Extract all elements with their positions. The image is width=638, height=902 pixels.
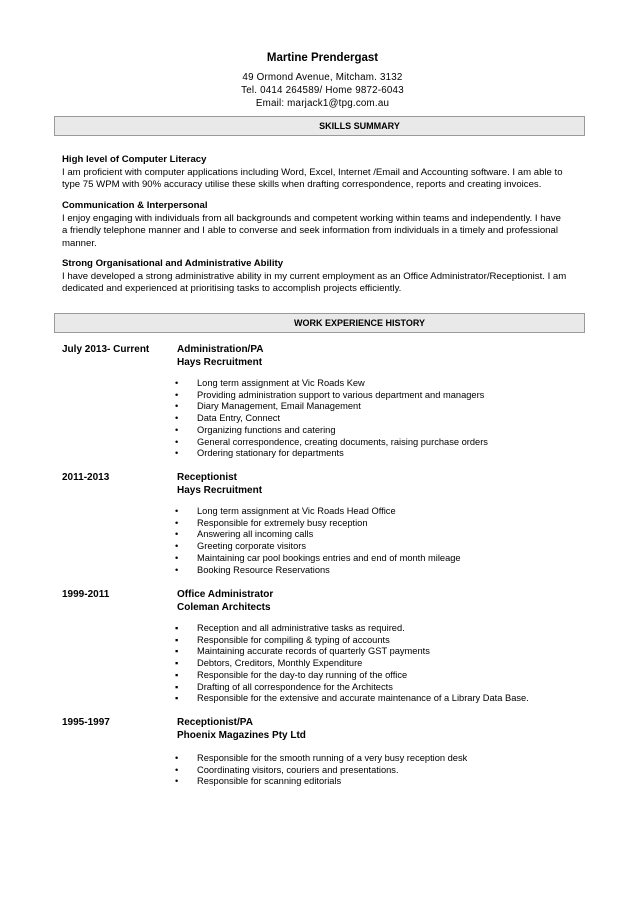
bullet-icon: • xyxy=(175,413,179,424)
work-experience-heading xyxy=(54,313,585,333)
list-item xyxy=(175,658,529,670)
job-title-block xyxy=(177,717,306,742)
skill-text-line: I am proficient with computer applications including Word, Excel, Internet /Email and Accounting software. I am able to xyxy=(62,166,563,178)
work-experience-heading-text: WORK EXPERIENCE HISTORY xyxy=(293,318,426,328)
duty-text: General correspondence, creating documents, raising purchase orders xyxy=(197,436,488,447)
duty-text: Diary Management, Email Management xyxy=(197,401,361,412)
bullet-icon: • xyxy=(175,389,179,400)
list-item xyxy=(175,765,467,777)
bullet-icon: • xyxy=(175,764,179,775)
skill-title: High level of Computer Literacy xyxy=(62,154,207,165)
skill-text-line: manner. xyxy=(62,237,97,249)
list-item xyxy=(175,623,529,635)
list-item xyxy=(175,693,529,705)
job-date: 1999-2011 xyxy=(62,589,110,600)
list-item xyxy=(175,753,467,765)
bullet-icon: • xyxy=(175,776,179,787)
duty-text: Reception and all administrative tasks as required. xyxy=(197,623,405,633)
list-item xyxy=(175,378,488,390)
list-item xyxy=(175,776,467,788)
job-date: July 2013- Current xyxy=(62,344,150,355)
duty-text: Long term assignment at Vic Roads Head Office xyxy=(197,506,396,516)
bullet-icon: • xyxy=(175,424,179,435)
duty-text: Drafting of all correspondence for the Architects xyxy=(197,681,393,692)
list-item xyxy=(175,518,461,530)
bullet-icon: ▪ xyxy=(175,669,179,680)
job-duties xyxy=(175,378,488,460)
job-company: Phoenix Magazines Pty Ltd xyxy=(177,729,306,741)
skill-text-line: I have developed a strong administrative ability in my current employment as an Office Administrator/Receptionist. I am xyxy=(62,270,567,282)
bullet-icon: • xyxy=(175,436,179,447)
skill-text-line: a friendly telephone manner and I able to converse and seek information from individuals in a timely and professional xyxy=(62,225,558,237)
list-item xyxy=(175,529,461,541)
bullet-icon: ▪ xyxy=(175,693,179,704)
bullet-icon: • xyxy=(175,506,179,516)
list-item xyxy=(175,390,488,402)
list-item xyxy=(175,448,488,460)
list-item xyxy=(175,682,529,694)
bullet-icon: • xyxy=(175,753,179,763)
skill-title: Communication & Interpersonal xyxy=(62,200,208,211)
bullet-icon: ▪ xyxy=(175,646,179,657)
duty-text: Answering all incoming calls xyxy=(197,529,314,540)
duty-text: Ordering stationary for departments xyxy=(197,448,344,459)
skill-communication xyxy=(62,200,582,250)
skills-summary-heading-text: SKILLS SUMMARY xyxy=(319,121,400,131)
bullet-icon: ▪ xyxy=(175,681,179,692)
duty-text: Maintaining car pool bookings entries and end of month mileage xyxy=(197,552,461,563)
duty-text: Responsible for compiling & typing of accounts xyxy=(197,634,390,645)
list-item xyxy=(175,413,488,425)
address-line: 49 Ormond Avenue, Mitcham. 3132 xyxy=(242,72,403,83)
skill-organisational xyxy=(62,258,582,296)
duty-text: Responsible for scanning editorials xyxy=(197,776,342,787)
bullet-icon: • xyxy=(175,564,179,575)
duty-text: Data Entry, Connect xyxy=(197,413,281,424)
duty-text: Greeting corporate visitors xyxy=(197,541,307,552)
bullet-icon: • xyxy=(175,541,179,552)
bullet-icon: • xyxy=(175,529,179,540)
skills-summary-heading xyxy=(54,116,585,136)
skill-text-line: type 75 WPM with 90% accuracy utilise these skills when drafting correspondence, reports and creating invoices. xyxy=(62,179,542,191)
job-role: Administration/PA xyxy=(177,344,264,355)
list-item xyxy=(175,553,461,565)
bullet-icon: ▪ xyxy=(175,658,179,669)
job-duties xyxy=(175,753,467,788)
duty-text: Providing administration support to various department and managers xyxy=(197,389,485,400)
bullet-icon: • xyxy=(175,401,179,412)
list-item xyxy=(175,635,529,647)
duty-text: Booking Resource Reservations xyxy=(197,564,330,575)
duty-text: Coordinating visitors, couriers and presentations. xyxy=(197,764,399,775)
job-duties xyxy=(175,506,461,576)
duty-text: Organizing functions and catering xyxy=(197,424,336,435)
phone-line: Tel. 0414 264589/ Home 9872-6043 xyxy=(241,85,404,96)
job-company: Coleman Architects xyxy=(177,601,271,613)
list-item xyxy=(175,646,529,658)
duty-text: Debtors, Creditors, Monthly Expenditure xyxy=(197,658,363,669)
email-line: Email: marjack1@tpg.com.au xyxy=(255,98,390,109)
job-company: Hays Recruitment xyxy=(177,484,263,496)
list-item xyxy=(175,565,461,577)
list-item xyxy=(175,401,488,413)
bullet-icon: • xyxy=(175,448,179,459)
list-item xyxy=(175,506,461,518)
job-title-block xyxy=(177,344,263,369)
bullet-icon: ▪ xyxy=(175,634,179,645)
bullet-icon: • xyxy=(175,517,179,528)
bullet-icon: • xyxy=(175,378,179,388)
list-item xyxy=(175,541,461,553)
job-date: 2011-2013 xyxy=(62,472,110,483)
list-item xyxy=(175,437,488,449)
duty-text: Responsible for the smooth running of a very busy reception desk xyxy=(197,753,468,763)
list-item xyxy=(175,670,529,682)
bullet-icon: ▪ xyxy=(175,623,179,633)
list-item xyxy=(175,425,488,437)
duty-text: Long term assignment at Vic Roads Kew xyxy=(197,378,365,388)
job-role: Receptionist xyxy=(177,472,238,483)
bullet-icon: • xyxy=(175,552,179,563)
job-duties xyxy=(175,623,529,705)
skill-text-line: I enjoy engaging with individuals from all backgrounds and competent working within teams and independently. I have xyxy=(62,212,561,224)
duty-text: Responsible for the extensive and accurate maintenance of a Library Data Base. xyxy=(197,693,529,704)
duty-text: Maintaining accurate records of quarterly GST payments xyxy=(197,646,430,657)
job-role: Receptionist/PA xyxy=(177,717,253,728)
job-company: Hays Recruitment xyxy=(177,356,263,368)
job-role: Office Administrator xyxy=(177,589,274,600)
duty-text: Responsible for extremely busy reception xyxy=(197,517,368,528)
job-title-block xyxy=(177,472,262,497)
duty-text: Responsible for the day-to day running of the office xyxy=(197,669,408,680)
job-date: 1995-1997 xyxy=(62,717,110,728)
skill-computer-literacy xyxy=(62,154,582,192)
skill-text-line: dedicated and experienced at prioritising tasks to accomplish projects efficiently. xyxy=(62,283,402,295)
candidate-name: Martine Prendergast xyxy=(266,52,379,64)
job-title-block xyxy=(177,589,273,614)
skill-title: Strong Organisational and Administrative Ability xyxy=(62,258,284,269)
